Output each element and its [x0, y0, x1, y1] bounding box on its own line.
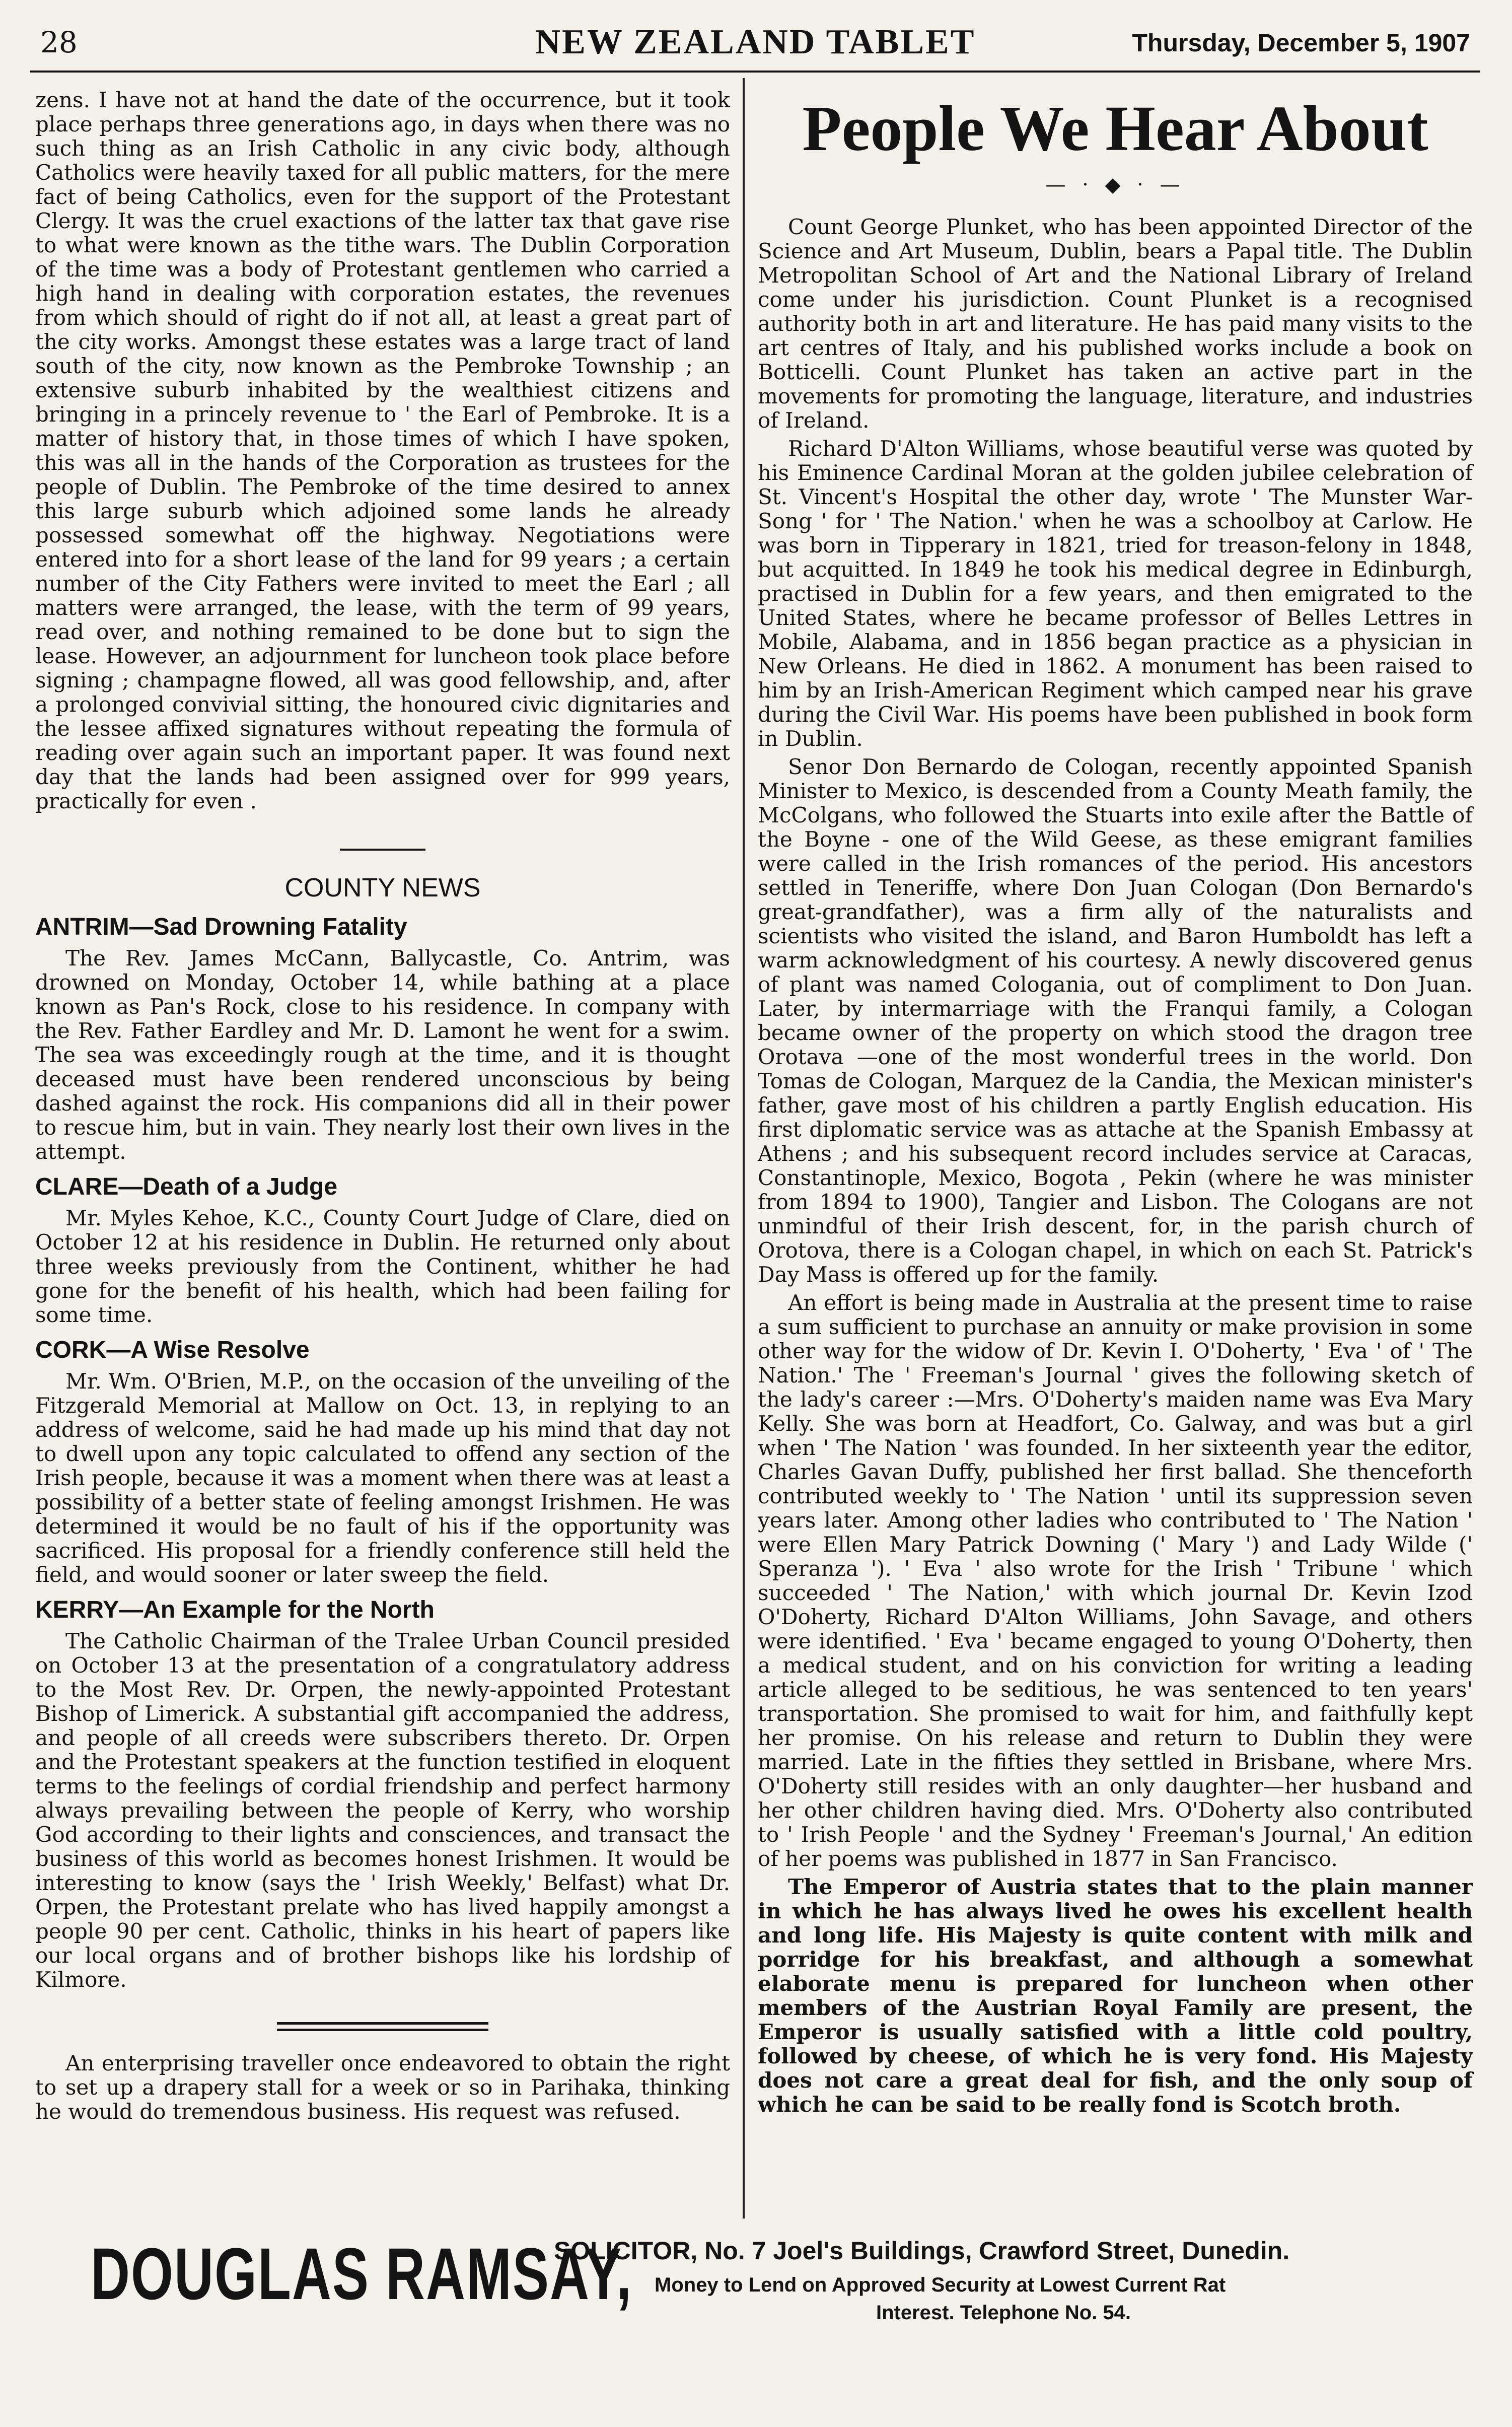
ad-name: DOUGLAS RAMSAY,: [91, 2232, 633, 2315]
kerry-text: The Catholic Chairman of the Tralee Urban Council presided on October 13 at the presentation of a congratulatory address to the Most Rev. Dr. Orpen, the newly-appointed Protestant Bishop of Limerick. A substantial gift accompanied the address, and people of all creeds were subscribers thereto. Dr. Orpen and the Protestant speakers at the function testified in eloquent terms to the feelings of cordial friendship and perfect harmony always prevailing between the people of Kerry, who worship God according to their lights and consciences, and transact the business of this world as becomes honest Irishmen. It would be interesting to know (says the ' Irish Weekly,' Belfast) what Dr. Orpen, the Protestant prelate who has lived happily amongst a people 90 per cent. Catholic, thinks in his heart of papers like our local organs and of brother bishops like his lordship of Kilmore.: [35, 1629, 730, 1992]
ornament-divider: — · ◆ · —: [1045, 173, 1185, 196]
closing-paragraph: An enterprising traveller once endeavored to obtain the right to set up a drapery stall for a week or so in Parihaka, thinking he would do tremendous business. His request was refused.: [35, 2051, 730, 2124]
left-column: [35, 88, 730, 2124]
clare-text: Mr. Myles Kehoe, K.C., County Court Judge of Clare, died on October 12 at his residence in Dublin. He returned only about three weeks previously from the Continent, whither he had gone for the benefit of his health, which had been failing for some time.: [35, 1206, 730, 1327]
antrim-heading: ANTRIM—Sad Drowning Fatality: [35, 914, 407, 940]
right-column: [758, 88, 1473, 2117]
section-rule: [340, 849, 425, 851]
footer-advertisement: [60, 2226, 1470, 2327]
publication-title: NEW ZEALAND TABLET: [535, 23, 976, 61]
county-news-heading: COUNTY NEWS: [284, 873, 481, 903]
ad-telephone-line: Interest. Telephone No. 54.: [876, 2302, 1131, 2324]
masthead: [30, 15, 1480, 73]
article-paragraph: Richard D'Alton Williams, whose beautiful verse was quoted by his Eminence Cardinal Moran at the golden jubilee celebration of St. Vincent's Hospital the other day, wrote ' The Munster War-Song ' for ' The Nation.' when he was a schoolboy at Carlow. He was born in Tipperary in 1821, tried for treason-felony in 1848, but acquitted. In 1849 he took his medical degree in Edinburgh, practised in Dublin for a few years, and then emigrated to the United States, where he became professor of Belles Lettres in Mobile, Alabama, and in 1856 began practice as a physician in New Orleans. He died in 1862. A monument has been raised to him by an Irish-American Regiment which camped near his grave during the Civil War. His poems have been published in book form in Dublin.: [758, 436, 1473, 751]
cork-heading: CORK—A Wise Resolve: [35, 1337, 310, 1363]
article-paragraph: An effort is being made in Australia at the present time to raise a sum sufficient to purchase an annuity or make provision in some other way for the widow of Dr. Kevin I. O'Doherty, ' Eva ' of ' The Nation.' The ' Freeman's Journal ' gives the following sketch of the lady's career :—Mrs. O'Doherty's maiden name was Eva Mary Kelly. She was born at Headfort, Co. Galway, and was but a girl when ' The Nation ' was founded. In her sixteenth year the editor, Charles Gavan Duffy, published her first ballad. She thenceforth contributed weekly to ' The Nation ' until its suppression seven years later. Among other ladies who contributed to ' The Nation ' were Ellen Mary Patrick Downing (' Mary ') and Lady Wilde (' Speranza '). ' Eva ' also wrote for the Irish ' Tribune ' which succeeded ' The Nation,' with which journal Dr. Kevin Izod O'Doherty, Richard D'Alton Williams, John Savage, and others were identified. ' Eva ' became engaged to young O'Doherty, then a medical student, and on his conviction for writing a leading article alleged to be seditious, he was sentenced to ten years' transportation. She promised to wait for him, and faithfully kept her promise. On his release and return to Dublin they were married. Late in the fifties they settled in Brisbane, where Mrs. O'Doherty still resides with an only daughter—her husband and her other children having died. Mrs. O'Doherty also contributed to ' Irish People ' and the Sydney ' Freeman's Journal,' An edition of her poems was published in 1877 in San Francisco.: [758, 1290, 1473, 1871]
emperor-paragraph: The Emperor of Austria states that to the plain manner in which he has always lived he owes his excellent health and long life. His Majesty is quite content with milk and porridge for his breakfast, and although a somewhat elaborate menu is prepared for luncheon when other members of the Austrian Royal Family are present, the Emperor is usually satisfied with a little cold poultry, followed by cheese, of which he is very fond. His Majesty does not care a great deal for fish, and the only soup of which he can be said to be really fond is Scotch broth.: [758, 1875, 1473, 2117]
intro-paragraph: zens. I have not at hand the date of the occurrence, but it took place perhaps three generations ago, in days when there was no such thing as an Irish Catholic in any civic body, although Catholics were heavily taxed for all public matters, for the mere fact of being Catholics, even for the support of the Protestant Clergy. It was the cruel exactions of the latter tax that gave rise to what were known as the tithe wars. The Dublin Corporation of the time was a body of Protestant gentlemen who carried a high hand in dealing with corporation estates, the revenues from which should of right do if not all, at least a great part of the city works. Amongst these estates was a large tract of land south of the city, now known as the Pembroke Township ; an extensive suburb inhabited by the wealthiest citizens and bringing in a princely revenue to ' the Earl of Pembroke. It is a matter of history that, in those times of which I have spoken, this was all in the hands of the Corporation as trustees for the people of Dublin. The Pembroke of the time desired to annex this large suburb which adjoined some lands he already possessed somewhat off the highway. Negotiations were entered into for a short lease of the land for 99 years ; a certain number of the City Fathers were invited to meet the Earl ; all matters were arranged, the lease, with the term of 99 years, read over, and nothing remained to be done but to sign the lease. However, an adjournment for luncheon took place before signing ; champagne flowed, all was good fellowship, and, after a prolonged convivial sitting, the honoured civic dignitaries and the lessee affixed signatures without repeating the formula of reading over again such an important paper. It was found next day that the lands had been assigned over for 999 years, practically for even .: [35, 88, 730, 813]
column-divider: [743, 78, 745, 2218]
article-paragraph: Count George Plunket, who has been appointed Director of the Science and Art Museum, Dublin, bears a Papal title. The Dublin Metropolitan School of Art and the National Library of Ireland come under his jurisdiction. Count Plunket is a recognised authority both in art and literature. He has paid many visits to the art centres of Italy, and his published works include a book on Botticelli. Count Plunket has taken an active part in the movements for promoting the language, literature, and industries of Ireland.: [758, 215, 1473, 433]
ad-money-line: Money to Lend on Approved Security at Lowest Current Rat: [655, 2274, 1226, 2296]
article-paragraph: Senor Don Bernardo de Cologan, recently appointed Spanish Minister to Mexico, is descended from a County Meath family, the McColgans, who followed the Stuarts into exile after the Battle of the Boyne - one of the Wild Geese, as these emigrant families were called in the Irish romances of the period. His ancestors settled in Teneriffe, where Don Juan Cologan (Don Bernardo's great-grandfather), was a firm ally of the naturalists and scientists who visited the island, and Baron Humboldt has left a warm acknowledgment of his courtesy. A newly discovered genus of plant was named Cologania, out of compliment to Don Juan. Later, by intermarriage with the Franqui family, a Cologan became owner of the property on which stood the dragon tree Orotava —one of the most wonderful trees in the world. Don Tomas de Cologan, Marquez de la Candia, the Mexican minister's father, gave most of his children a partly English education. His first diplomatic service was as attache at the Spanish Embassy at Athens ; and his subsequent record includes service at Caracas, Constantinople, Mexico, Bogota , Pekin (where he was minister from 1894 to 1900), Tangier and Lisbon. The Cologans are not unmindful of their Irish descent, for, in the parish church of Orotova, there is a Cologan chapel, in which on each St. Patrick's Day Mass is offered up for the family.: [758, 754, 1473, 1287]
section-title: People We Hear About: [802, 93, 1428, 164]
antrim-text: The Rev. James McCann, Ballycastle, Co. Antrim, was drowned on Monday, October 14, while bathing at a place known as Pan's Rock, close to his residence. In company with the Rev. Father Eardley and Mr. D. Lamont he went for a swim. The sea was exceedingly rough at the time, and it is thought deceased must have been rendered unconscious by being dashed against the rock. His companions did all in their power to rescue him, but in vain. They nearly lost their own lives in the attempt.: [35, 946, 730, 1164]
kerry-heading: KERRY—An Example for the North: [35, 1597, 435, 1623]
double-rule: [277, 2022, 488, 2031]
page-number: 28: [40, 25, 78, 59]
clare-heading: CLARE—Death of a Judge: [35, 1173, 338, 1200]
issue-date: Thursday, December 5, 1907: [1132, 29, 1470, 57]
cork-text: Mr. Wm. O'Brien, M.P., on the occasion of the unveiling of the Fitzgerald Memorial at Mallow on Oct. 13, in replying to an address of welcome, said he had made up his mind that day not to dwell upon any topic calculated to offend any section of the Irish people, because it was a moment when there was at least a possibility of a better state of feeling amongst Irishmen. He was determined it would be no fault of his if the opportunity was sacrificed. His proposal for a friendly conference still held the field, and would sooner or later sweep the field.: [35, 1369, 730, 1587]
ad-address-line: SOLICITOR, No. 7 Joel's Buildings, Crawford Street, Dunedin.: [554, 2237, 1290, 2265]
